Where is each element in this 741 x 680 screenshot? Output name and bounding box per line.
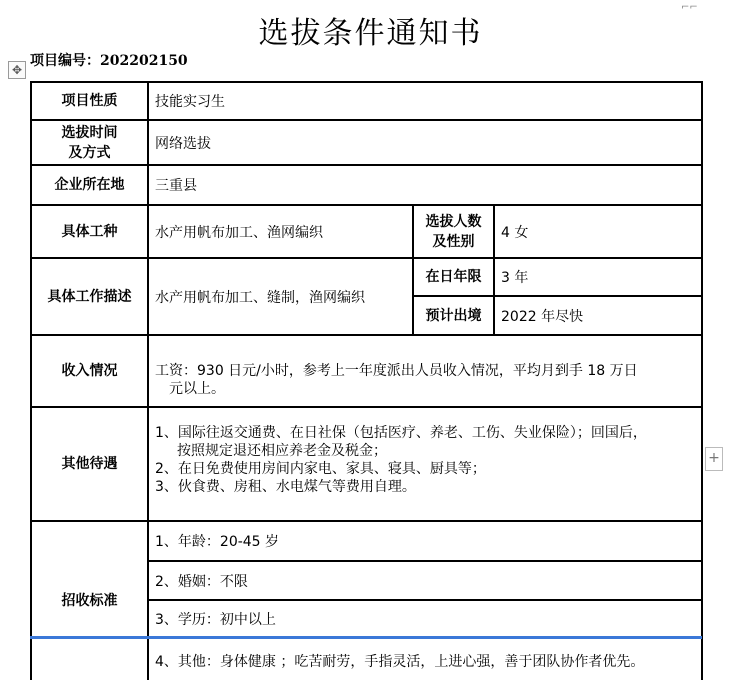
headcount-gender-label-line2: 及性别 [432, 233, 475, 250]
income-line2: 元以上。 [169, 381, 225, 397]
income-label: 收入情况 [61, 363, 118, 379]
benefit-item-3: 3、伙食费、房租、水电煤气等费用自理。 [155, 479, 416, 495]
selection-method-label-line2: 及方式 [68, 144, 111, 161]
benefit-item-1-line2: 按照规定退还相应养老金及税金； [177, 443, 387, 459]
selection-method-label-line1: 选拔时间 [61, 124, 118, 141]
job-type-label: 具体工种 [61, 223, 118, 240]
project-nature-label: 项目性质 [61, 93, 118, 109]
document-title: 选拔条件通知书 [258, 16, 483, 51]
job-description-label: 具体工作描述 [47, 288, 132, 305]
page-corner-mark: ⌐⌐ [681, 2, 698, 13]
add-row-plus-icon[interactable]: + [705, 447, 723, 471]
job-description-value: 水产用帆布加工、缝制，渔网编织 [155, 289, 365, 306]
table-move-handle-icon[interactable]: ✥ [8, 61, 26, 79]
benefit-item-2: 2、在日免费使用房间内家电、家具、寝具、厨具等； [155, 461, 486, 477]
project-nature-value: 技能实习生 [155, 94, 225, 110]
criteria-education: 3、学历：初中以上 [155, 611, 276, 628]
criteria-label: 招收标准 [61, 593, 118, 609]
departure-label: 预计出境 [425, 307, 482, 324]
job-type-value: 水产用帆布加工、渔网编织 [155, 224, 323, 241]
company-location-value: 三重县 [155, 178, 197, 194]
company-location-label: 企业所在地 [54, 177, 125, 193]
selection-method-value: 网络选拔 [155, 135, 211, 152]
headcount-gender-label-line1: 选拔人数 [425, 213, 482, 230]
selection-method-label [32, 121, 147, 164]
criteria-age: 1、年龄：20-45 岁 [155, 534, 280, 550]
benefits-list [155, 424, 700, 496]
headcount-gender-label [414, 206, 493, 257]
departure-value: 2022 年尽快 [501, 308, 584, 325]
project-number: 项目编号：202202150 [30, 53, 188, 69]
benefit-item-1-line1: 1、国际往返交通费、在日社保（包括医疗、养老、工伤、失业保险）；回国后， [155, 425, 647, 441]
criteria-other: 4、其他：身体健康 ；吃苦耐劳，手指灵活，上进心强，善于团队协作者优先。 [155, 653, 645, 670]
income-line1: 工资：930 日元/小时，参考上一年度派出人员收入情况，平均月到手 18 万日 [155, 363, 638, 379]
headcount-gender-value: 4 女 [501, 224, 529, 241]
income-value [155, 362, 700, 398]
page-break-line [30, 636, 702, 639]
stay-duration-value: 3 年 [501, 270, 529, 286]
criteria-marriage: 2、婚姻：不限 [155, 573, 248, 590]
stay-duration-label: 在日年限 [425, 269, 482, 285]
benefits-label: 其他待遇 [61, 456, 118, 472]
